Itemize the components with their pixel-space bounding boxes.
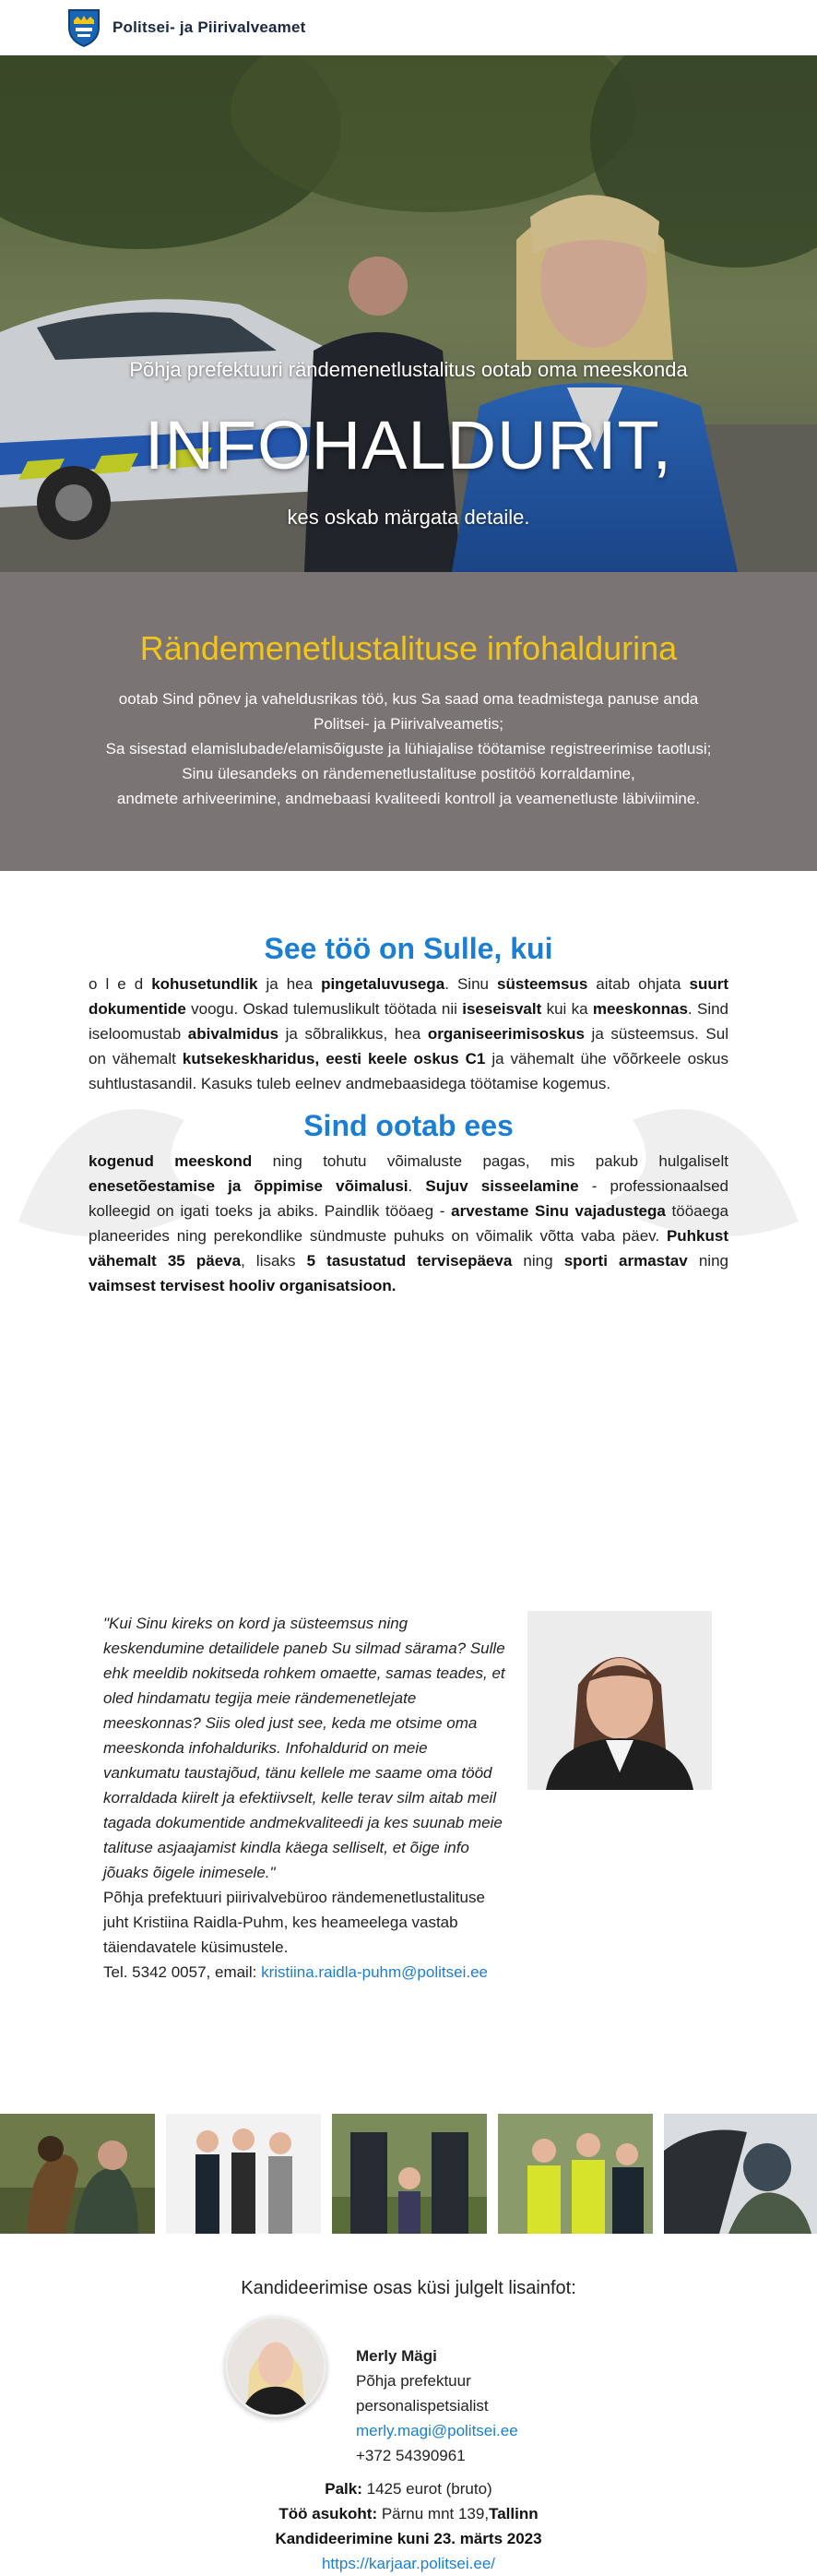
police-shield-logo-icon[interactable] xyxy=(66,7,101,48)
requirements-text: o l e d kohusetundlik ja hea pingetaluvusega. Sinu süsteemsus aitab ohjata suurt dokumentide voogu. Oskad tulemuslikult töötada nii iseseisvalt kui ka meeskonnas. Sind iseloomustab abivalmidus ja sõbralikkus, hea organiseerimisoskus ja süsteemsus. Sul on vähemalt kutsekeskharidus, eesti keele oskus C1 ja vähemalt ühe võõrkeele oskus suhtlustasandil. Kasuks tuleb eelnev andmebaasidega töötamise kogemus. xyxy=(89,975,729,1092)
strip-photo-dog-handler xyxy=(0,2114,155,2234)
contact-heading: Kandideerimise osas küsi julgelt lisainfot: xyxy=(241,2278,576,2298)
quote-phone: Tel. 5342 0057, email: xyxy=(103,1963,262,1981)
intro-line-2: Politsei- ja Piirivalveametis; xyxy=(314,715,503,733)
recruiter-avatar xyxy=(225,2316,326,2417)
strip-photo-patrol-officers xyxy=(498,2114,653,2234)
manager-quote xyxy=(0,1611,817,2114)
intro-band xyxy=(0,572,817,871)
career-site-link[interactable]: https://karjaar.politsei.ee/ xyxy=(321,2555,496,2572)
contact-section xyxy=(0,2234,817,2576)
offer-heading: Sind ootab ees xyxy=(303,1109,514,1142)
contact-card xyxy=(0,2316,817,2482)
hero-banner xyxy=(0,55,817,572)
quote-block xyxy=(103,1611,505,1985)
recruiter-email-link[interactable]: merly.magi@politsei.ee xyxy=(356,2422,518,2439)
job-facts xyxy=(0,2476,817,2576)
recruiter-unit: Põhja prefektuur xyxy=(356,2372,471,2390)
recruiter-info xyxy=(356,2343,518,2468)
offer-text: kogenud meeskond ning tohutu võimaluste pagas, mis pakub hulgaliselt enesetõestamise ja õppimise võimalusi. Sujuv sisseelamine - professionaalsed kolleegid on igati toeks ja abiks. Paindlik tööaeg - arvestame Sinu vajadustega tööaega planeerides ning perekondlike sündmuste puhuks on võimalik võtta vaba päev. Puhkust vähemalt 35 päeva, lisaks 5 tasustatud tervisepäeva ning sporti armastav ning vaimsest tervisest hooliv organisatsioon. xyxy=(89,1152,729,1294)
strip-photo-child-officers xyxy=(332,2114,487,2234)
recruiter-phone: +372 54390961 xyxy=(356,2447,466,2464)
hero-title: INFOHALDURIT, xyxy=(144,407,673,483)
job-details xyxy=(0,871,817,1611)
intro-line-5: andmete arhiveerimine, andmebaasi kvaliteedi kontroll ja veamenetluste läbiviimine. xyxy=(116,790,701,807)
intro-line-4: Sinu ülesandeks on rändemenetlustalituse postitöö korraldamine, xyxy=(182,765,635,782)
strip-photo-officers-group xyxy=(166,2114,321,2234)
org-name[interactable]: Politsei- ja Piirivalveamet xyxy=(112,18,306,36)
hero-photo xyxy=(0,55,817,572)
strip-photo-helicopter-pilot xyxy=(664,2114,817,2234)
salary-line: Palk: 1425 eurot (bruto) xyxy=(325,2480,492,2498)
intro-heading: Rändemenetlustalituse infohaldurina xyxy=(139,629,678,667)
recruiter-name: Merly Mägi xyxy=(356,2347,437,2365)
quote-text: "Kui Sinu kireks on kord ja süsteemsus ning keskendumine detailidele paneb Su silmad särama? Sulle ehk meeldib nokitseda rohkem omaette, samas teades, et oled hindamatu tegija meie rändemenetlejate meeskonnas? Siis oled just see, keda me otsime oma meeskonda infohalduriks. Infohaldurid on meie vankumatu taustajõud, tänu kellele me saame oma tööd korraldada kiirelt ja efektiivselt, kelle terav silm aitab meil tagada dokumentide andmekvaliteedi ja kes suunab meie talituse asjaajamist kindla käega selliselt, et õige info jõuaks õigele inimesele." xyxy=(103,1615,505,1881)
location-line: Töö asukoht: Pärnu mnt 139,Tallinn xyxy=(278,2505,539,2522)
recruiter-role: personalispetsialist xyxy=(356,2397,489,2415)
hero-subtitle: kes oskab märgata detaile. xyxy=(287,506,530,529)
quote-email-link[interactable]: kristiina.raidla-puhm@politsei.ee xyxy=(261,1963,488,1981)
deadline-line: Kandideerimine kuni 23. märts 2023 xyxy=(275,2530,542,2547)
site-header xyxy=(0,0,817,55)
requirements-heading: See töö on Sulle, kui xyxy=(264,932,553,965)
hero-kicker: Põhja prefektuuri rändemenetlustalitus ootab oma meeskonda xyxy=(129,358,688,381)
intro-line-3: Sa sisestad elamislubade/elamisõiguste ja lühiajalise töötamise registreerimise taotlusi; xyxy=(105,740,712,757)
intro-line-1: ootab Sind põnev ja vaheldusrikas töö, kus Sa saad oma teadmistega panuse anda xyxy=(118,690,699,708)
photo-strip xyxy=(0,2114,817,2234)
manager-portrait xyxy=(527,1611,712,1790)
quote-author: Põhja prefektuuri piirivalvebüroo rändemenetlustalituse juht Kristiina Raidla-Puhm, kes heameelega vastab täiendavatele küsimustele. xyxy=(103,1889,485,1956)
